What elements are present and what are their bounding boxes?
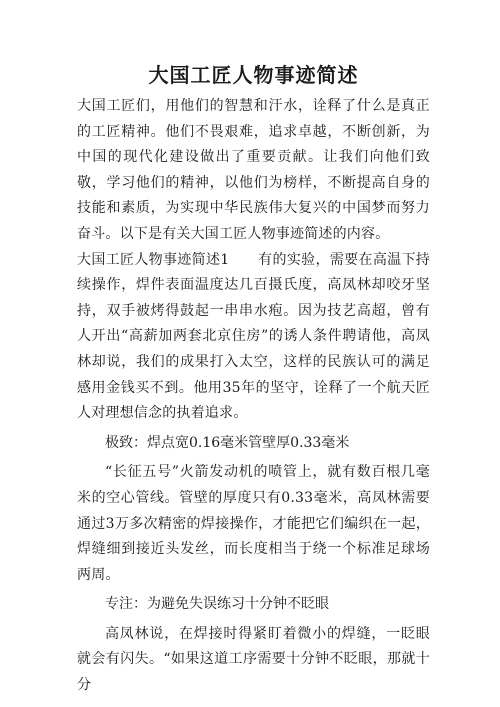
- intro-paragraph: 大国工匠们，用他们的智慧和汗水，诠释了什么是真正的工匠精神。他们不畏艰难，追求卓越，不断创新，为中国的现代化建设做出了重要贡献。让我们向他们致敬，学习他们的精神，以他们为榜样，不断提高自身的技能和素质，为实现中华民族伟大复兴的中国梦而努力奋斗。以下是有关大国工匠人物事迹简述的内容。: [77, 98, 430, 242]
- story-paragraph-3: 高凤林说，在焊接时得紧盯着微小的焊缝，一眨眼就会有闪失。“如果这道工序需要十分钟不眨眼，那就十分: [77, 625, 430, 694]
- story-paragraph-1: 大国工匠人物事迹简述1 有的实验，需要在高温下持续操作，焊件表面温度达几百摄氏度，高凤林却咬牙坚持，双手被烤得鼓起一串串水疱。因为技艺高超，曾有人开出“高薪加两套北京住房”的诱人条件聘请他，高凤林却说，我们的成果打入太空，这样的民族认可的满足感用金钱买不到。他用35年的坚守，诠释了一个航天匠人对理想信念的执着追求。: [77, 251, 430, 422]
- document-title: 大国工匠人物事迹简述: [148, 63, 359, 87]
- story-paragraph-2: “长征五号”火箭发动机的喷管上，就有数百根几毫米的空心管线。管壁的厚度只有0.33毫米，高凤林需要通过3万多次精密的焊接操作，才能把它们编织在一起，焊缝细到接近头发丝，而长度相当于绕一个标准足球场两周。: [77, 464, 430, 583]
- section-heading-precision: 极致：焊点宽0.16毫米管壁厚0.33毫米: [105, 434, 350, 451]
- section-heading-focus: 专注：为避免失误练习十分钟不眨眼: [105, 596, 329, 613]
